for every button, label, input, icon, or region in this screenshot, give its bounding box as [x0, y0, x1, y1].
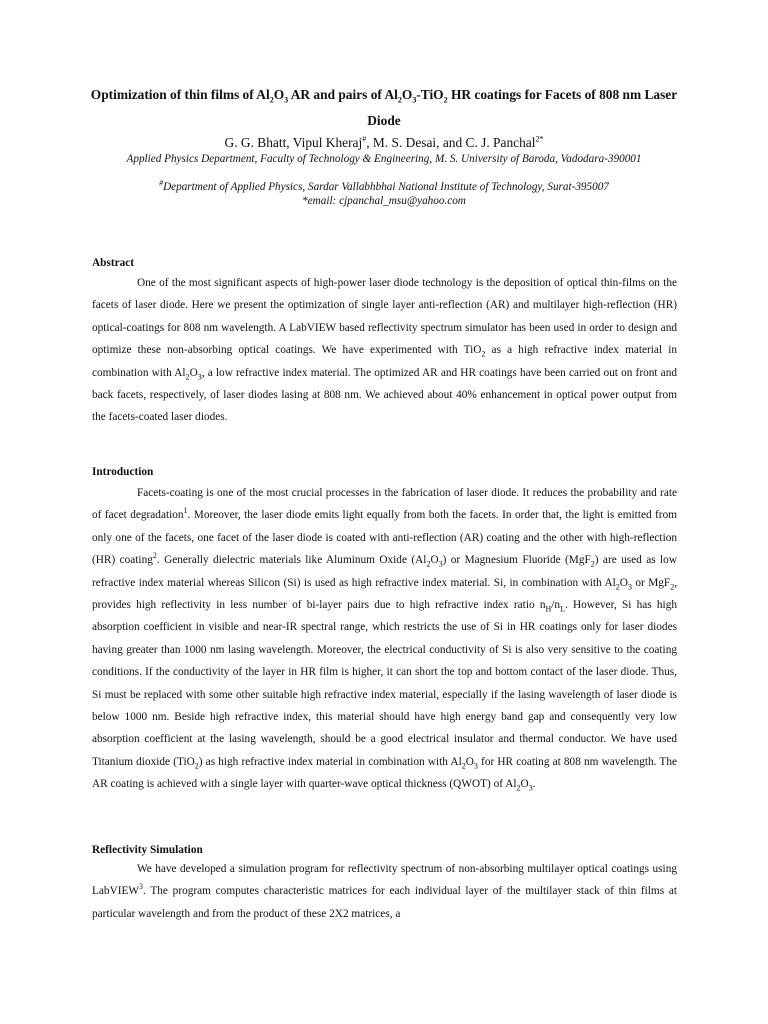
- reflectivity-paragraph: We have developed a simulation program for reflectivity spectrum of non-absorbing multilayer optical coatings using LabVIEW$^3$. The program computes characteristic matrices for each individual layer of the multilayer stack of thin films at particular wavelength and from the product of these 2X2 matrices, a: [92, 863, 677, 920]
- introduction-paragraph: Facets-coating is one of the most crucial processes in the fabrication of laser diode. It reduces the probability and rate of facet degradation$^1$. Moreover, the laser diode emits light equally from both the facets. In order that, the light is emitted from only one of the facets, one facet of the laser diode is coated with anti-reflection (AR) coating and the other with high-reflection (HR) coating$^2$. Generally dielectric materials like Aluminum Oxide $(Al_2O_3)$ or Magnesium Fluoride (MgF$_2$) are used as low refractive index material whereas Silicon (Si) is used as high refractive index material. Si, in combination with $Al_2O_3$ or MgF$_2$, provides high reflectivity in less number of bi-layer pairs due to high refractive index ratio $n_H/n_L$. However, Si has high absorption coefficient in visible and near-IR spectral range, which restricts the use of Si in HR coatings only for laser diodes having greater than 1000 nm lasing wavelength. Moreover, the electrical conductivity of Si is also very sensitive to the coating conditions. If the conductivity of the layer in HR film is higher, it can short the top and bottom contact of the laser diode. Thus, Si must be replaced with some other suitable high refractive index material, especially if the lasing wavelength of laser diode is below 1000 nm. Beside high refractive index, this material should have high energy band gap and consequently very low absorption coefficient at the lasing wavelength, should be a good electrical insulator and thermal conductor. We have used Titanium dioxide (TiO$_2$) as high refractive index material in combination with $Al_2O_3$ for HR coating at 808 nm wavelength. The AR coating is achieved with a single layer with quarter-wave optical thickness (QWOT) of $Al_2O_3$.: [92, 487, 678, 793]
- author-list: G. G. Bhatt, Vipul Kheraj#, M. S. Desai, and C. J. Panchal$^{2*}$: [224, 134, 544, 150]
- abstract-heading: Abstract: [92, 257, 135, 269]
- corresponding-email: *email: cjpanchal_msu@yahoo.com: [302, 195, 466, 207]
- reflectivity-simulation-heading: Reflectivity Simulation: [92, 844, 203, 856]
- affiliation-1: Applied Physics Department, Faculty of Technology & Engineering, M. S. University of Baroda, Vadodara-390001: [126, 153, 642, 165]
- introduction-heading: Introduction: [92, 466, 154, 478]
- paper-title: Optimization of thin films of $Al_2O_3$ AR and pairs of $Al_2O_3-TiO_2$ HR coatings for Facets of 808 nm Laser Diode: [90, 87, 678, 128]
- abstract-paragraph: One of the most significant aspects of high-power laser diode technology is the deposition of optical thin-films on the facets of laser diode. Here we present the optimization of single layer anti-reflection (AR) and multilayer high-reflection (HR) optical-coatings for 808 nm wavelength. A LabVIEW based reflectivity spectrum simulator has been used in order to design and optimize these non-absorbing optical coatings. We have experimented with TiO$_2$ as a high refractive index material in combination with $Al_2O_3$, a low refractive index material. The optimized AR and HR coatings have been carried out on front and back facets, respectively, of laser diodes lasing at 808 nm. We achieved about 40% enhancement in optical power output from the facets-coated laser diodes.: [92, 277, 677, 424]
- affiliation-2: #Department of Applied Physics, Sardar Vallabhbhai National Institute of Technology, Surat-395007: [159, 178, 609, 193]
